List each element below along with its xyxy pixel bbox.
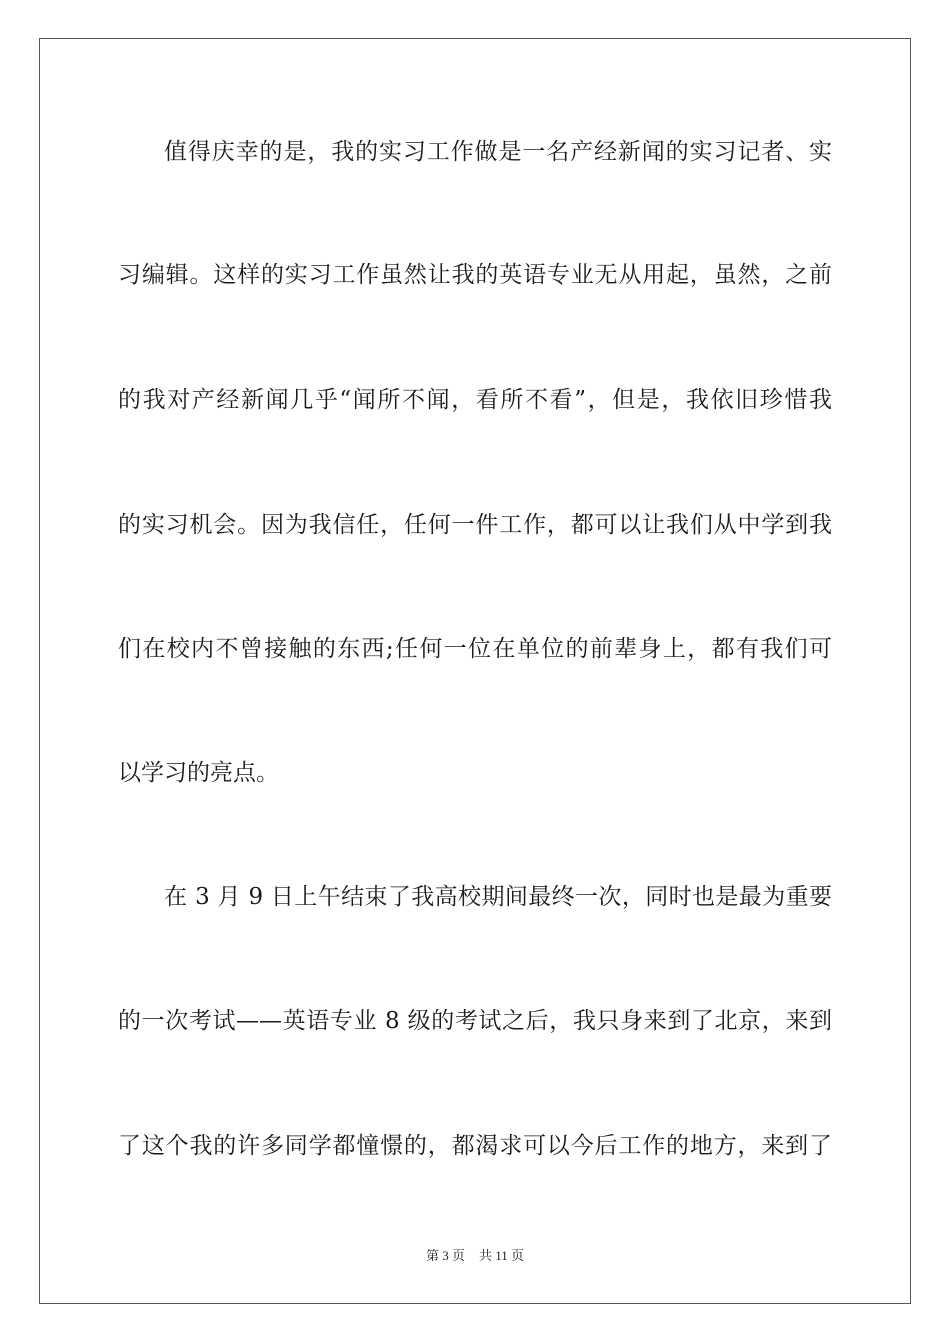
paragraph-1-line-4: 的实习机会。因为我信任，任何一件工作，都可以让我们从中学到我	[118, 512, 832, 538]
paragraph-1-line-1: 值得庆幸的是，我的实习工作做是一名产经新闻的实习记者、实	[164, 139, 832, 165]
paragraph-2-line-2: 的一次考试——英语专业 8 级的考试之后，我只身来到了北京，来到	[118, 1008, 832, 1034]
paragraph-2-line-3: 了这个我的许多同学都憧憬的，都渴求可以今后工作的地方，来到了	[118, 1133, 832, 1159]
paragraph-2-line-1: 在 3 月 9 日上午结束了我高校期间最终一次，同时也是最为重要	[164, 884, 832, 910]
paragraph-1-line-2: 习编辑。这样的实习工作虽然让我的英语专业无从用起，虽然，之前	[118, 262, 832, 288]
paragraph-1-line-3: 的我对产经新闻几乎“闻所不闻，看所不看”，但是，我依旧珍惜我	[118, 387, 832, 413]
page-border	[39, 38, 911, 1304]
page-footer	[0, 1247, 950, 1265]
paragraph-1-line-6: 以学习的亮点。	[118, 760, 279, 786]
page-number: 第 3 页	[425, 1248, 465, 1263]
paragraph-1-line-5: 们在校内不曾接触的东西;任何一位在单位的前辈身上，都有我们可	[118, 636, 832, 662]
page-total: 共 11 页	[478, 1248, 525, 1263]
